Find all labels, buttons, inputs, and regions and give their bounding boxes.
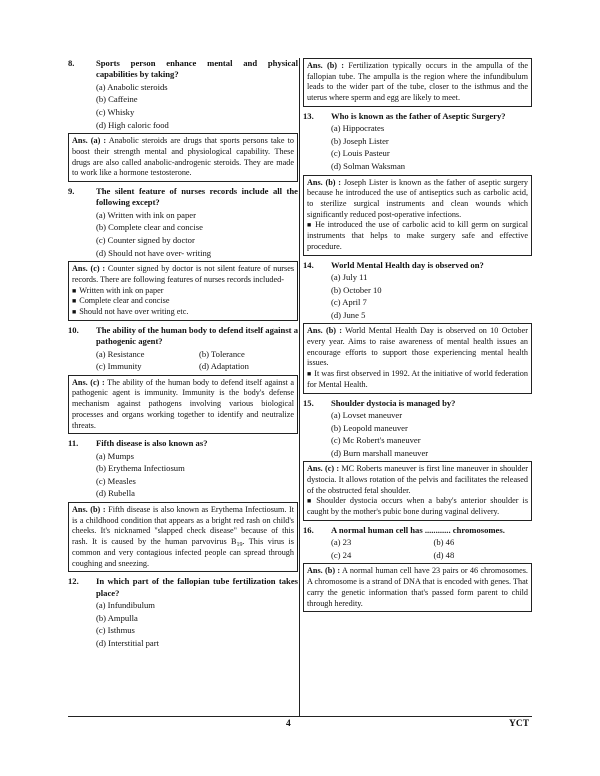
option: (b) Tolerance	[199, 348, 245, 359]
question-text: Shoulder dystocia is managed by?	[331, 397, 456, 408]
option-list	[96, 450, 298, 500]
question-number: 15.	[303, 397, 314, 408]
option: (b) Erythema Infectiosum	[96, 463, 185, 474]
question-text: A normal human cell has ............ chromosomes.	[331, 524, 505, 535]
question-number: 9.	[68, 186, 75, 196]
answer-box	[68, 375, 298, 435]
answer-box	[303, 58, 532, 107]
question-text: The ability of the human body to defend itself against a pathogenic agent?	[96, 324, 298, 347]
answer-text-continued: . This virus is common and very contagious infected people can spread through coughing and sneezing.	[72, 537, 294, 568]
option: (d) June 5	[331, 309, 366, 320]
answer-box	[303, 563, 532, 612]
answer-box	[68, 133, 298, 182]
question-text: World Mental Health day is observed on?	[331, 259, 484, 270]
footer-rule	[68, 716, 532, 717]
question-10	[68, 325, 298, 373]
option: (d) Solman Waksman	[331, 161, 406, 171]
answer-bullet: ■ Shoulder dystocia occurs when a baby's anterior shoulder is caught by the mother's pubic bone during vaginal delivery.	[307, 496, 528, 517]
answer-label: Ans. (b) :	[307, 61, 345, 70]
answer-bullet: ■ Complete clear and concise	[72, 296, 294, 307]
option: (d) 48	[433, 549, 455, 560]
question-number: 13.	[303, 110, 314, 121]
option-list	[96, 348, 298, 373]
option-list	[96, 81, 298, 131]
option: (b) Complete clear and concise	[96, 222, 203, 233]
answer-text: Joseph Lister is known as the father of aseptic surgery because he introduced the use of antiseptics such as carbolic acid, to sterilize surgical instruments and clean wounds which significantly reduced post-operative infections.	[307, 177, 528, 219]
answer-bullet: ■ Written with ink on paper	[72, 286, 294, 297]
option: (c) Whisky	[96, 107, 135, 117]
question-number: 12.	[68, 576, 79, 587]
option: (c) 24	[331, 549, 352, 560]
answer-subscript: 19	[236, 542, 243, 549]
question-number: 16.	[303, 524, 314, 535]
page-number: 4	[286, 719, 291, 729]
option: (b) October 10	[331, 284, 382, 295]
option-list	[331, 271, 532, 321]
option-list	[331, 536, 532, 561]
option: (c) Louis Pasteur	[331, 148, 390, 159]
answer-label: Ans. (c) :	[72, 264, 106, 274]
question-8	[68, 58, 298, 131]
answer-label: Ans. (a) :	[72, 136, 107, 146]
answer-text: World Mental Health Day is observed on 10 October every year. Aims to raise awareness of mental health issues an encourage efforts to support those experiencing mental health issues.	[307, 326, 528, 368]
question-number: 8.	[68, 58, 75, 68]
option: (a) July 11	[331, 271, 368, 282]
question-number: 14.	[303, 259, 314, 270]
option: (a) 23	[331, 537, 352, 548]
option: (a) Infundibulum	[96, 600, 155, 611]
option: (c) Isthmus	[96, 625, 135, 636]
question-text: Fifth disease is also known as?	[96, 438, 208, 449]
option: (c) Mc Robert's maneuver	[331, 435, 421, 446]
option: (b) Leopold maneuver	[331, 422, 408, 433]
option: (a) Hippocrates	[331, 123, 385, 134]
answer-box	[303, 175, 532, 256]
answer-label: Ans. (b) :	[307, 326, 342, 336]
option: (d) Interstitial part	[96, 637, 159, 648]
question-text: Sports person enhance mental and physical capabilities by taking?	[96, 58, 298, 80]
answer-label: Ans. (b) :	[307, 566, 341, 576]
question-16	[303, 525, 532, 562]
publisher-mark: YCT	[509, 719, 530, 729]
answer-text: A normal human cell have 23 pairs or 46 chromosomes. A chromosome is a strand of DNA that is encoded with genes. That carry the genetic information that's passed form parent to child through heredity.	[307, 566, 528, 608]
answer-box	[68, 502, 298, 572]
answer-bullet: ■ Should not have over writing etc.	[72, 307, 294, 318]
question-14	[303, 260, 532, 322]
option-list	[96, 599, 298, 649]
option: (d) Rubella	[96, 488, 135, 499]
question-text: The silent feature of nurses records include all the following except?	[96, 186, 298, 208]
question-11	[68, 438, 298, 500]
answer-label: Ans. (c) :	[307, 464, 340, 474]
answer-text: MC Roberts maneuver is first line maneuver in shoulder dystocia. It allows rotation of the pelvis and facilitates the released of the obstructed fetal shoulder.	[307, 464, 529, 495]
option: (a) Lovset maneuver	[331, 409, 403, 420]
answer-text: Fifth disease is also known as Erythema Infectiosum. It is a childhood condition that appears as a bright red rash on child's cheeks. It's nicknamed "slapped check disease" because of this rash. It is caused by the human parvovirus B	[72, 505, 295, 547]
option: (c) Counter signed by doctor	[96, 235, 195, 245]
answer-bullet: ■ He introduced the use of carbolic acid to kill germ on surgical instruments that helps to make surgery safe and effective procedure.	[307, 220, 528, 252]
option: (c) Immunity	[96, 361, 142, 372]
question-text: In which part of the fallopian tube fertilization takes place?	[96, 576, 298, 598]
option-list	[96, 209, 298, 259]
answer-label: Ans. (b) :	[72, 505, 106, 514]
right-column	[303, 58, 532, 616]
column-divider	[299, 58, 300, 716]
question-13	[303, 111, 532, 173]
option: (d) Adaptation	[199, 361, 249, 372]
option: (a) Resistance	[96, 348, 145, 359]
option: (a) Written with ink on paper	[96, 209, 196, 220]
option: (d) High caloric food	[96, 119, 169, 130]
option: (c) Measles	[96, 475, 136, 486]
question-12	[68, 576, 298, 649]
question-number: 10.	[68, 324, 79, 335]
option: (c) April 7	[331, 297, 367, 308]
answer-label: Ans. (c) :	[72, 377, 105, 387]
option: (b) 46	[433, 537, 455, 548]
question-text: Who is known as the father of Aseptic Surgery?	[331, 110, 506, 121]
answer-bullet: ■ It was first observed in 1992. At the initiative of world federation for Mental Health.	[307, 369, 528, 390]
answer-text: Anabolic steroids are drugs that sports persons take to boost their strength mental and physiological capability. These drugs are also called anabolic-androgenic steroids. They are made to work like a hormone testosterone.	[72, 136, 294, 178]
answer-box	[303, 461, 532, 521]
answer-text: Counter signed by doctor is not silent feature of nurses records. There are following features of nurses records included-	[72, 264, 295, 284]
option-list	[331, 122, 532, 172]
option: (b) Joseph Lister	[331, 135, 389, 146]
answer-text: The ability of the human body to defend itself against a pathogenic agent is immunity. Immunity is the body's defense mechanism against pathogens involving various biological processes and organs working together to identify and neutralize threats.	[72, 377, 295, 430]
option: (d) Burn marshall maneuver	[331, 447, 429, 458]
option-list	[331, 409, 532, 459]
option: (d) Should not have over- writing	[96, 247, 212, 258]
answer-text: Fertilization typically occurs in the ampulla of the fallopian tube. The ampulla is the region where the infundibulum leads to the wider part of the tube, closer to the isthmus and the uterus where sperm and egg are likely to meet.	[307, 61, 528, 103]
option: (a) Mumps	[96, 450, 134, 461]
option: (a) Anabolic steroids	[96, 81, 168, 92]
answer-box	[303, 323, 532, 393]
answer-label: Ans. (b) :	[307, 177, 342, 187]
question-number: 11.	[68, 438, 79, 449]
option: (b) Caffeine	[96, 94, 138, 105]
left-column	[68, 58, 298, 651]
question-15	[303, 398, 532, 460]
question-9	[68, 186, 298, 259]
answer-box	[68, 261, 298, 321]
option: (b) Ampulla	[96, 612, 138, 623]
